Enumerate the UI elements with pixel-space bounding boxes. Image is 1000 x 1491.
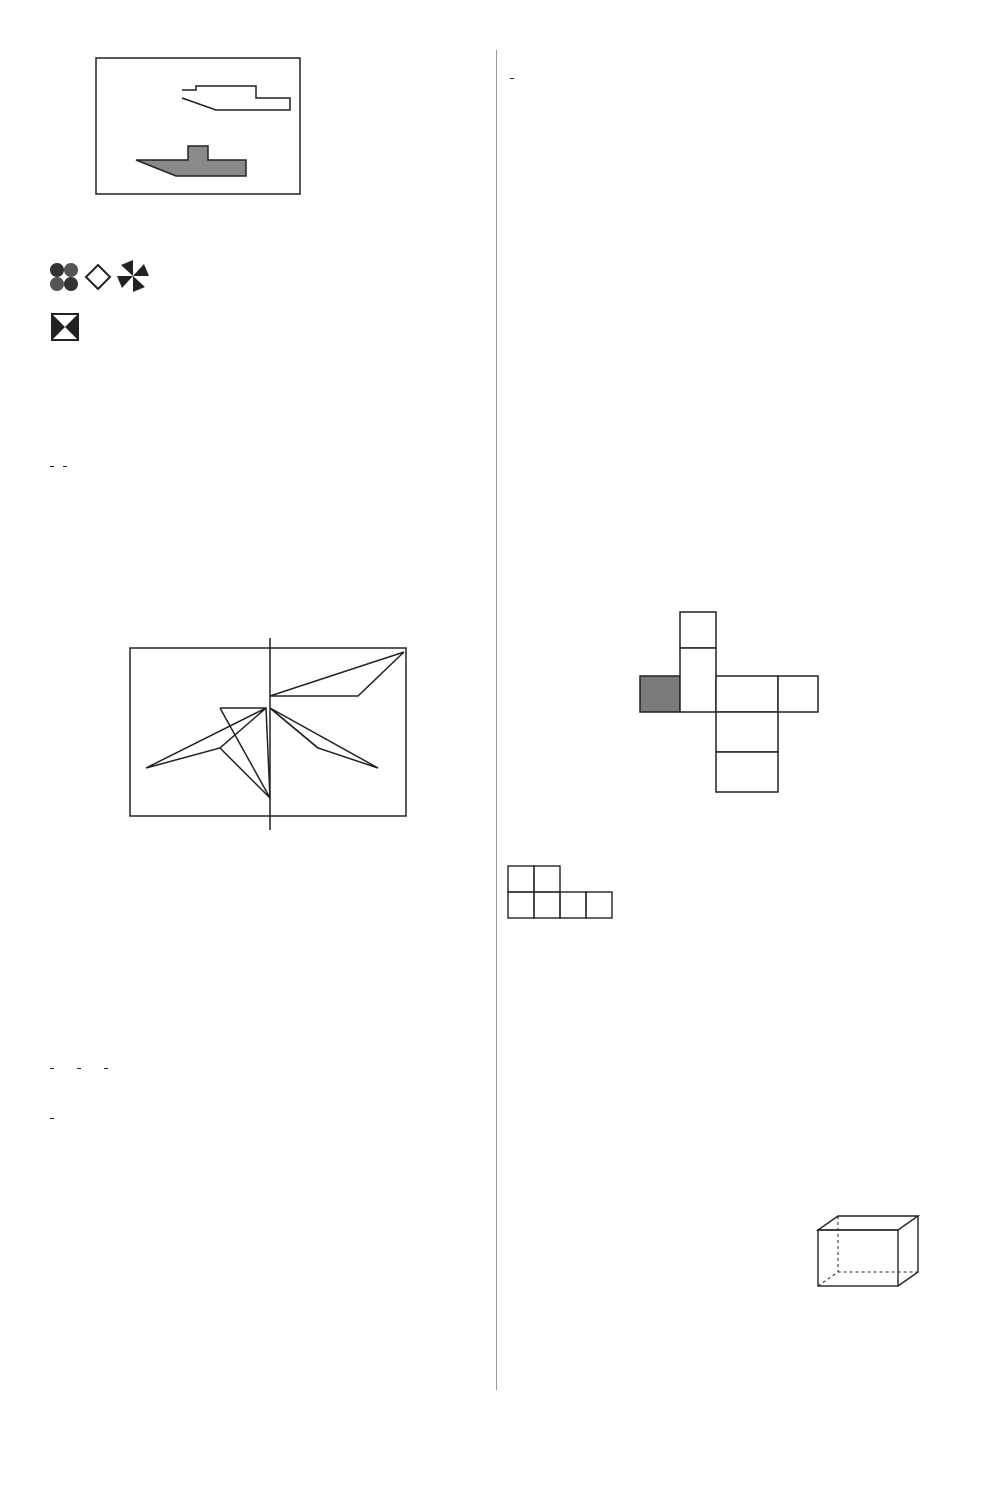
cube-nets-top bbox=[528, 176, 948, 276]
q6-line-2 bbox=[48, 314, 84, 342]
bowtie-square-icon bbox=[48, 314, 84, 342]
fraction-fifth-2 bbox=[50, 1118, 54, 1119]
translation-grid-figure bbox=[96, 58, 302, 198]
windmill-icon bbox=[116, 262, 150, 292]
fraction-third-2 bbox=[104, 1068, 108, 1069]
kehou-line-3 bbox=[48, 454, 69, 476]
pinwheel-flower-icon bbox=[48, 263, 80, 291]
unfold-net-figure bbox=[640, 612, 820, 794]
ship-shape-B bbox=[136, 146, 246, 176]
diamond-icon bbox=[85, 265, 111, 289]
cube-nets-grid-figure bbox=[138, 1184, 398, 1296]
fraction-half-right bbox=[510, 78, 514, 79]
right-line-1 bbox=[508, 66, 516, 88]
yanlian-line-3 bbox=[48, 1056, 110, 1078]
column-divider bbox=[496, 50, 497, 1390]
fraction-third bbox=[50, 1068, 54, 1069]
ship-shape-A bbox=[182, 86, 290, 110]
cube-nets-bottom bbox=[588, 1098, 948, 1194]
fraction-fifth bbox=[77, 1068, 81, 1069]
reflection-star-figure bbox=[128, 638, 408, 834]
six-squares-figure bbox=[508, 864, 618, 922]
fraction-half-2 bbox=[63, 466, 67, 467]
cuboid-figure bbox=[814, 1214, 954, 1300]
fraction-half bbox=[50, 466, 54, 467]
yanlian-line-4 bbox=[48, 1106, 56, 1128]
q6-line-1 bbox=[48, 262, 150, 292]
